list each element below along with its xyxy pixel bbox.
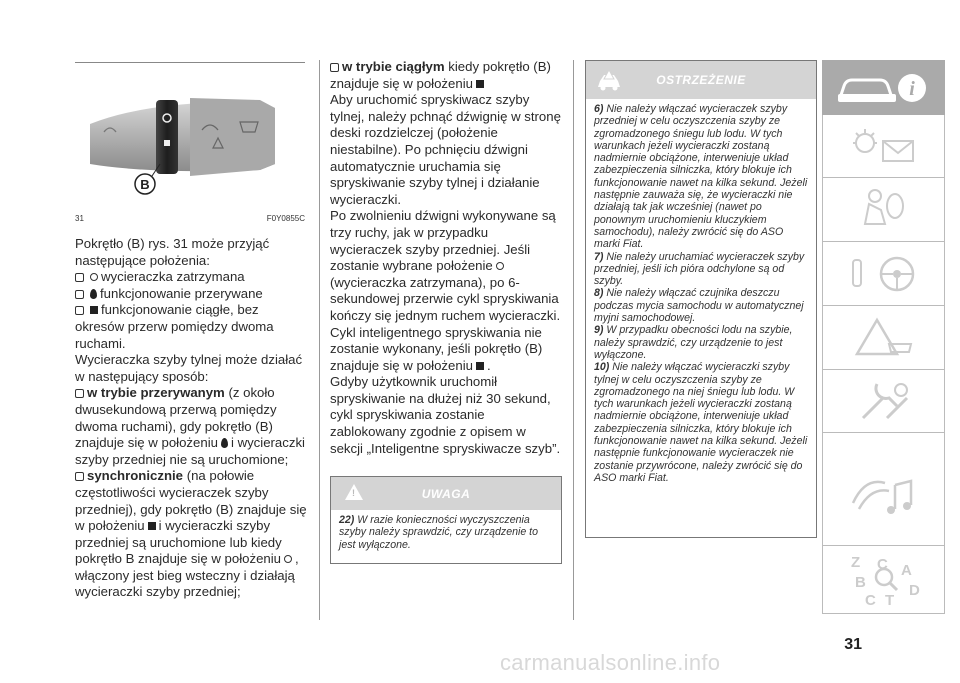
tab-multimedia[interactable] — [822, 433, 945, 546]
bullet-icon — [75, 273, 84, 282]
continuous-position-icon — [476, 80, 484, 88]
figure-code: F0Y0855C — [266, 214, 305, 223]
mode-item-synchronous: synchronicznie (na połowie częstotliwości wycieraczek szyby przedniej), gdy pokrętło (B) znajduje się w położeniu i wycieraczki szyby przedniej są uruchomione lub kiedy pokrętło B znajduje się w położeniu , włączony jest bieg wsteczny i działają wycieraczki szyby przedniej; — [75, 468, 307, 600]
bullet-icon — [330, 63, 339, 72]
intermittent-position-icon — [221, 438, 228, 448]
tab-emergency[interactable] — [822, 306, 945, 370]
position-item: wycieraczka zatrzymana — [75, 269, 307, 286]
intro-paragraph: Pokrętło (B) rys. 31 może przyjąć następujące położenia: — [75, 236, 270, 268]
tab-starting[interactable] — [822, 242, 945, 306]
column-divider — [573, 60, 574, 620]
ostrzezenie-body — [586, 99, 816, 488]
washer-paragraph: Aby uruchomić spryskiwacz szyby tylnej, należy pchnąć dźwignię w stronę deski rozdzielczej (położenie niestabilne). Po pchnięciu dźwigni automatycznie uruchamia się spryskiwanie szyby tylnej i działanie wycieraczki. — [330, 92, 561, 207]
intermittent-position-icon — [90, 289, 97, 299]
ostrzezenie-title: OSTRZEŻENIE — [656, 73, 746, 87]
ostrzezenie-box — [585, 60, 817, 538]
uwaga-header — [331, 477, 561, 510]
tab-dashboard[interactable] — [822, 115, 945, 178]
uwaga-box — [330, 476, 562, 564]
timeout-paragraph: Gdyby użytkownik uruchomił spryskiwanie na dłużej niż 30 sekund, cykl spryskiwania zostanie zablokowany zgodnie z opisem w sekcji „Inteligentne spryskiwacze szyb”. — [330, 374, 561, 456]
continuous-position-icon — [148, 522, 156, 530]
column-1-text — [75, 236, 307, 601]
safety-airbag-icon — [859, 188, 909, 232]
rear-intro-paragraph: Wycieraczka szyby tylnej może działać w następujący sposób: — [75, 352, 303, 384]
maintenance-icon — [857, 378, 913, 424]
index-icon: Z C A B D C T — [851, 554, 920, 609]
tab-safety[interactable] — [822, 178, 945, 242]
starting-driving-icon — [849, 254, 925, 294]
wiper-stalk-figure — [90, 72, 290, 210]
warning-item: 9) W przypadku obecności lodu na szybie, należy sprawdzić, czy urządzenie to jest wyłączone. — [594, 324, 793, 361]
svg-text:i: i — [909, 78, 915, 100]
figure-caption — [75, 214, 305, 223]
warning-item: 7) Nie należy uruchamiać wycieraczek szyby przedniej, jeśli ich pióra odchylone są od szyby. — [594, 250, 805, 288]
bullet-icon — [75, 290, 84, 299]
continuous-position-icon — [90, 306, 98, 314]
tab-maintenance[interactable] — [822, 370, 945, 433]
tab-car-info[interactable] — [822, 60, 945, 115]
car-info-icon — [834, 68, 934, 108]
callout-b-letter: B — [140, 177, 150, 192]
stop-position-icon — [284, 555, 292, 563]
warning-item: 6) Nie należy włączać wycieraczek szyby przedniej w celu oczyszczenia szyby ze zgromadzonego śniegu lub lodu. W tych warunkach jeżeli wycieraczki zostaną nadmiernie obciążone, interweniuje układ zabezpieczenia silniczka, który blokuje ich funkcjonowanie nawet na kilka sekund. Jeżeli następnie zauważa się, że wycieraczki nie działają tak jak wcześniej (nawet po ponownym uruchomieniu kluczykiem samochodu), należy zwrócić się do ASO marki Fiat. — [594, 103, 808, 251]
page-number: 31 — [844, 636, 862, 653]
stop-position-icon — [90, 273, 98, 281]
column-2-text — [330, 59, 562, 457]
ostrzezenie-header — [586, 61, 816, 99]
dashboard-warning-icon — [851, 127, 921, 167]
release-paragraph: Po zwolnieniu dźwigni wykonywane są trzy ruchy, jak w przypadku wycieraczek szyby przedniej. Jeśli zostanie wybrane położenie(wycieraczka zatrzymana), po 6-sekundowej przerwie cykl spryskiwania kończy się jednym ruchem wycieraczki. Cykl inteligentnego spryskiwania nie zostanie wykonany, jeśli pokrętło (B) znajduje się w położeniu . — [330, 208, 561, 373]
bullet-icon — [75, 472, 84, 481]
bullet-icon — [75, 389, 84, 398]
continuous-position-icon — [476, 362, 484, 370]
figure-number: 31 — [75, 214, 84, 223]
mode-item-continuous: w trybie ciągłym kiedy pokrętło (B) znajduje się w położeniu — [330, 59, 551, 91]
mode-item-intermittent: w trybie przerywanym (z około dwusekundową przerwą pomiędzy dwoma ruchami), gdy pokrętło (B) znajduje się w położeniu i wycieraczki szyby przedniej nie są uruchomione; — [75, 385, 305, 467]
multimedia-icon — [845, 473, 925, 523]
position-item: funkcjonowanie ciągłe, bez okresów przerw pomiędzy dwoma ruchami. — [75, 302, 274, 351]
watermark: carmanualsonline.info — [500, 650, 721, 675]
emergency-icon — [853, 316, 917, 360]
stop-position-icon — [496, 262, 504, 270]
position-item: funkcjonowanie przerywane — [75, 286, 307, 303]
attention-icon: ! — [345, 484, 363, 500]
tab-index[interactable] — [822, 546, 945, 614]
uwaga-body: 22) W razie konieczności wyczyszczenia szyby należy sprawdzić, czy urządzenie to jest wyłączone. — [339, 514, 539, 551]
warning-item: 10) Nie należy włączać wycieraczki szyby tylnej w celu oczyszczenia szyby ze zgromadzonego na niej śniegu lub lodu. W tych warunkach jeżeli wycieraczki zostaną nadmiernie obciążone, interweniuje układ zabezpieczenia silniczka, który blokuje ich funkcjonowanie nawet na kilka sekund. Jeżeli następnie funkcjonowanie wycieraczek nie zostanie przywrócone, należy zwrócić się do ASO marki Fiat. — [594, 361, 808, 484]
uwaga-title: UWAGA — [421, 487, 471, 501]
column-divider — [319, 60, 320, 620]
bullet-icon — [75, 306, 84, 315]
top-rule — [75, 62, 305, 63]
warning-item: 8) Nie należy włączać czujnika deszczu podczas mycia samochodu w automatycznej myjni samochodowej. — [594, 287, 804, 325]
